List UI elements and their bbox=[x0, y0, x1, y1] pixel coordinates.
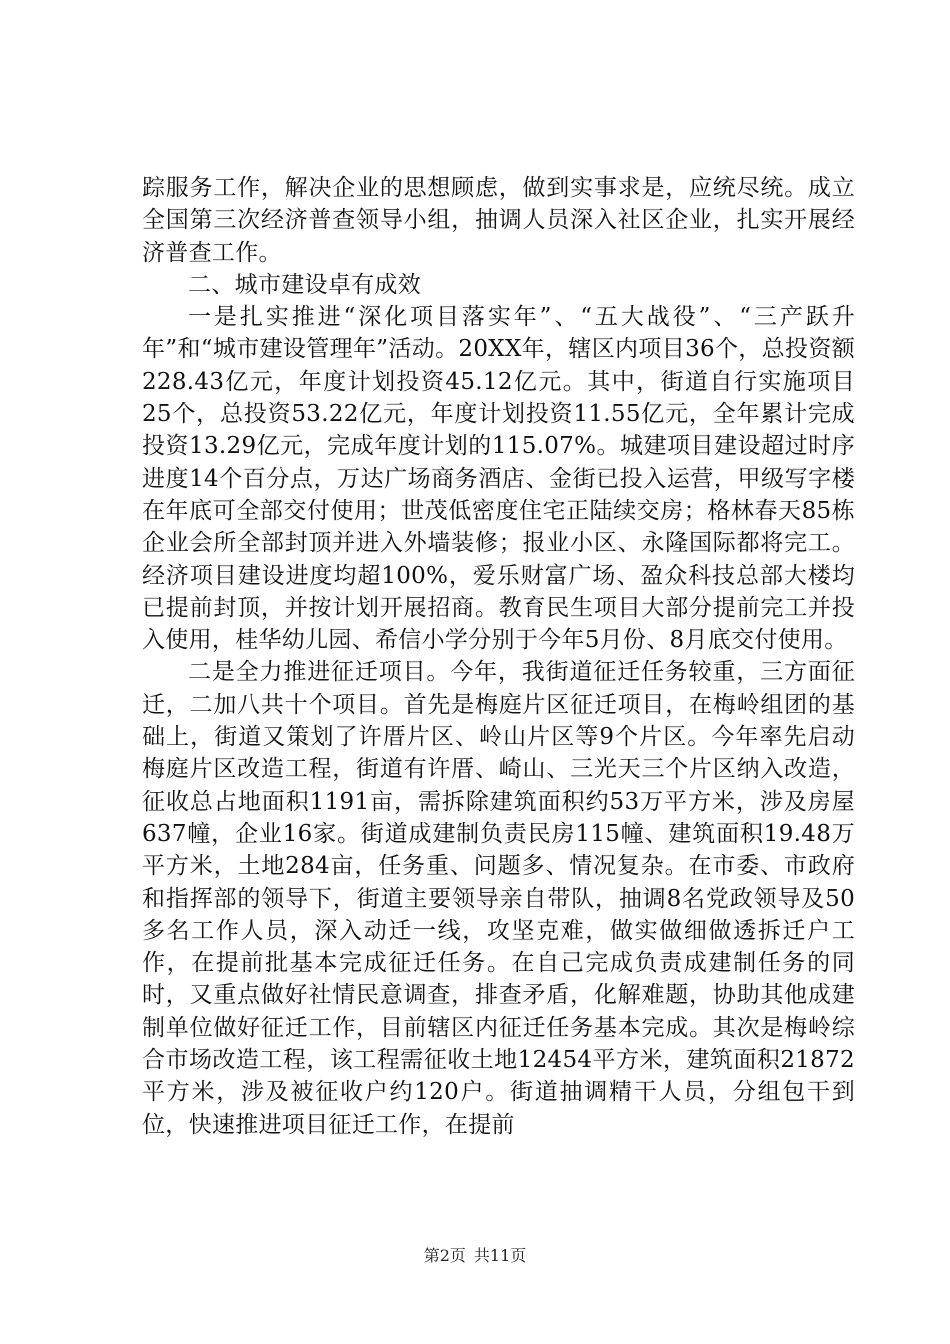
document-body bbox=[142, 172, 855, 1141]
paragraph-1: 踪服务工作，解决企业的思想顾虑，做到实事求是，应统尽统。成立全国第三次经济普查领导小组，抽调人员深入社区企业，扎实开展经济普查工作。 bbox=[142, 175, 855, 266]
paragraph-4: 二是全力推进征迁项目。今年，我街道征迁任务较重，三方面征迁，二加八共十个项目。首先是梅庭片区征迁项目，在梅岭组团的基础上，街道又策划了许厝片区、岭山片区等9个片区。今年率先启动梅庭片区改造工程，街道有许厝、崎山、三光天三个片区纳入改造，征收总占地面积1191亩，需拆除建筑面积约53万平方米，涉及房屋637幢，企业16家。街道成建制负责民房115幢、建筑面积19.48万平方米，土地284亩，任务重、问题多、情况复杂。在市委、市政府和指挥部的领导下，街道主要领导亲自带队，抽调8名党政领导及50多名工作人员，深入动迁一线，攻坚克难，做实做细做透拆迁户工作，在提前批基本完成征迁任务。在自己完成负责成建制任务的同时，又重点做好社情民意调查，排查矛盾，化解难题，协助其他成建制单位做好征迁工作，目前辖区内征迁任务基本完成。其次是梅岭综合市场改造工程，该工程需征收土地12454平方米，建筑面积21872平方米，涉及被征收户约120户。街道抽调精干人员，分组包干到位，快速推进项目征迁工作，在提前 bbox=[142, 659, 855, 1138]
page-footer bbox=[0, 1243, 950, 1266]
paragraph-3: 一是扎实推进“深化项目落实年”、“五大战役”、“三产跃升年”和“城市建设管理年”活动。20XX年，辖区内项目36个，总投资额228.43亿元，年度计划投资45.12亿元。其中，街道自行实施项目25个，总投资53.22亿元，年度计划投资11.55亿元，全年累计完成投资13.29亿元，完成年度计划的115.07%。城建项目建设超过时序进度14个百分点，万达广场商务酒店、金街已投入运营，甲级写字楼在年底可全部交付使用；世茂低密度住宅正陆续交房；格林春天85栋企业会所全部封顶并进入外墙装修；报业小区、永隆国际都将完工。经济项目建设进度均超100%，爱乐财富广场、盈众科技总部大楼均已提前封顶，并按计划开展招商。教育民生项目大部分提前完工并投入使用，桂华幼儿园、希信小学分别于今年5月份、8月底交付使用。 bbox=[142, 304, 855, 654]
section-heading: 二、城市建设卓有成效 bbox=[188, 271, 421, 298]
page-number: 第2页 bbox=[423, 1246, 466, 1265]
page-total: 共11页 bbox=[473, 1246, 527, 1265]
